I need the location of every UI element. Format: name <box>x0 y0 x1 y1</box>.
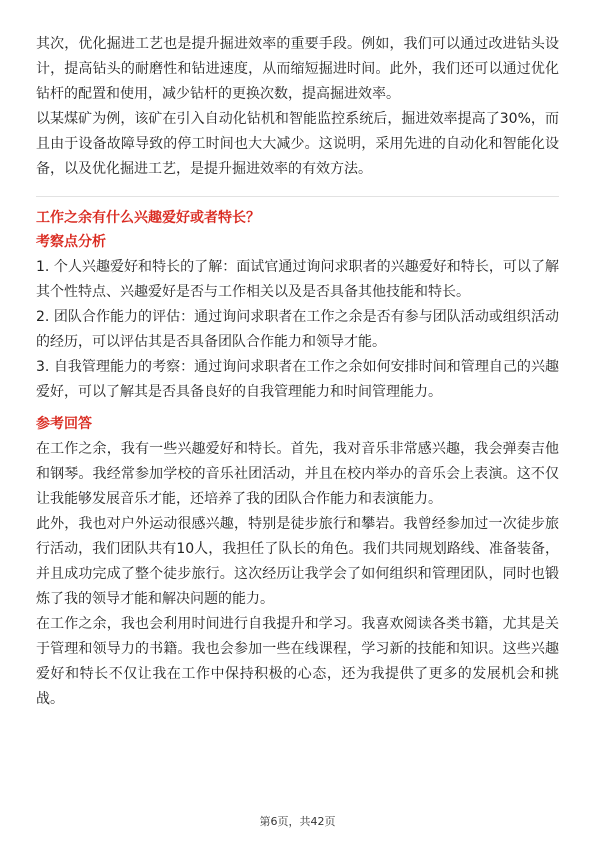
analysis-heading: 考察点分析 <box>36 234 106 250</box>
answer-paragraph: 此外，我也对户外运动很感兴趣，特别是徒步旅行和攀岩。我曾经参加过一次徒步旅行活动，我们团队共有10人，我担任了队长的角色。我们共同规划路线、准备装备，并且成功完成了整个徒步旅行。这次经历让我学会了如何组织和管理团队，同时也锻炼了我的领导才能和解决问题的能力。 <box>36 516 559 607</box>
body-paragraph: 以某煤矿为例，该矿在引入自动化钻机和智能监控系统后，掘进效率提高了30%，而且由于设备故障导致的停工时间也大大减少。这说明，采用先进的自动化和智能化设备，以及优化掘进工艺，是提升掘进效率的有效方法。 <box>36 111 559 177</box>
analysis-point: 3. 自我管理能力的考察：通过询问求职者在工作之余如何安排时间和管理自己的兴趣爱好，可以了解其是否具备良好的自我管理能力和时间管理能力。 <box>36 359 559 400</box>
question-title: 工作之余有什么兴趣爱好或者特长？ <box>36 210 260 226</box>
answer-heading: 参考回答 <box>36 416 92 432</box>
page-content <box>36 32 559 712</box>
section-divider <box>36 196 559 197</box>
answer-paragraph: 在工作之余，我有一些兴趣爱好和特长。首先，我对音乐非常感兴趣，我会弹奏吉他和钢琴。我经常参加学校的音乐社团活动，并且在校内举办的音乐会上表演。这不仅让我能够发展音乐才能，还培养了我的团队合作能力和表演能力。 <box>36 441 559 507</box>
analysis-point: 2. 团队合作能力的评估：通过询问求职者在工作之余是否有参与团队活动或组织活动的经历，可以评估其是否具备团队合作能力和领导才能。 <box>36 309 559 350</box>
page-number: 第6页，共42页 <box>259 815 336 828</box>
body-paragraph: 其次，优化掘进工艺也是提升掘进效率的重要手段。例如，我们可以通过改进钻头设计，提高钻头的耐磨性和钻进速度，从而缩短掘进时间。此外，我们还可以通过优化钻杆的配置和使用，减少钻杆的更换次数，提高掘进效率。 <box>36 36 559 102</box>
analysis-point: 1. 个人兴趣爱好和特长的了解：面试官通过询问求职者的兴趣爱好和特长，可以了解其个性特点、兴趣爱好是否与工作相关以及是否具备其他技能和特长。 <box>36 259 559 300</box>
answer-paragraph: 在工作之余，我也会利用时间进行自我提升和学习。我喜欢阅读各类书籍，尤其是关于管理和领导力的书籍。我也会参加一些在线课程，学习新的技能和知识。这些兴趣爱好和特长不仅让我在工作中保持积极的心态，还为我提供了更多的发展机会和挑战。 <box>36 616 559 707</box>
